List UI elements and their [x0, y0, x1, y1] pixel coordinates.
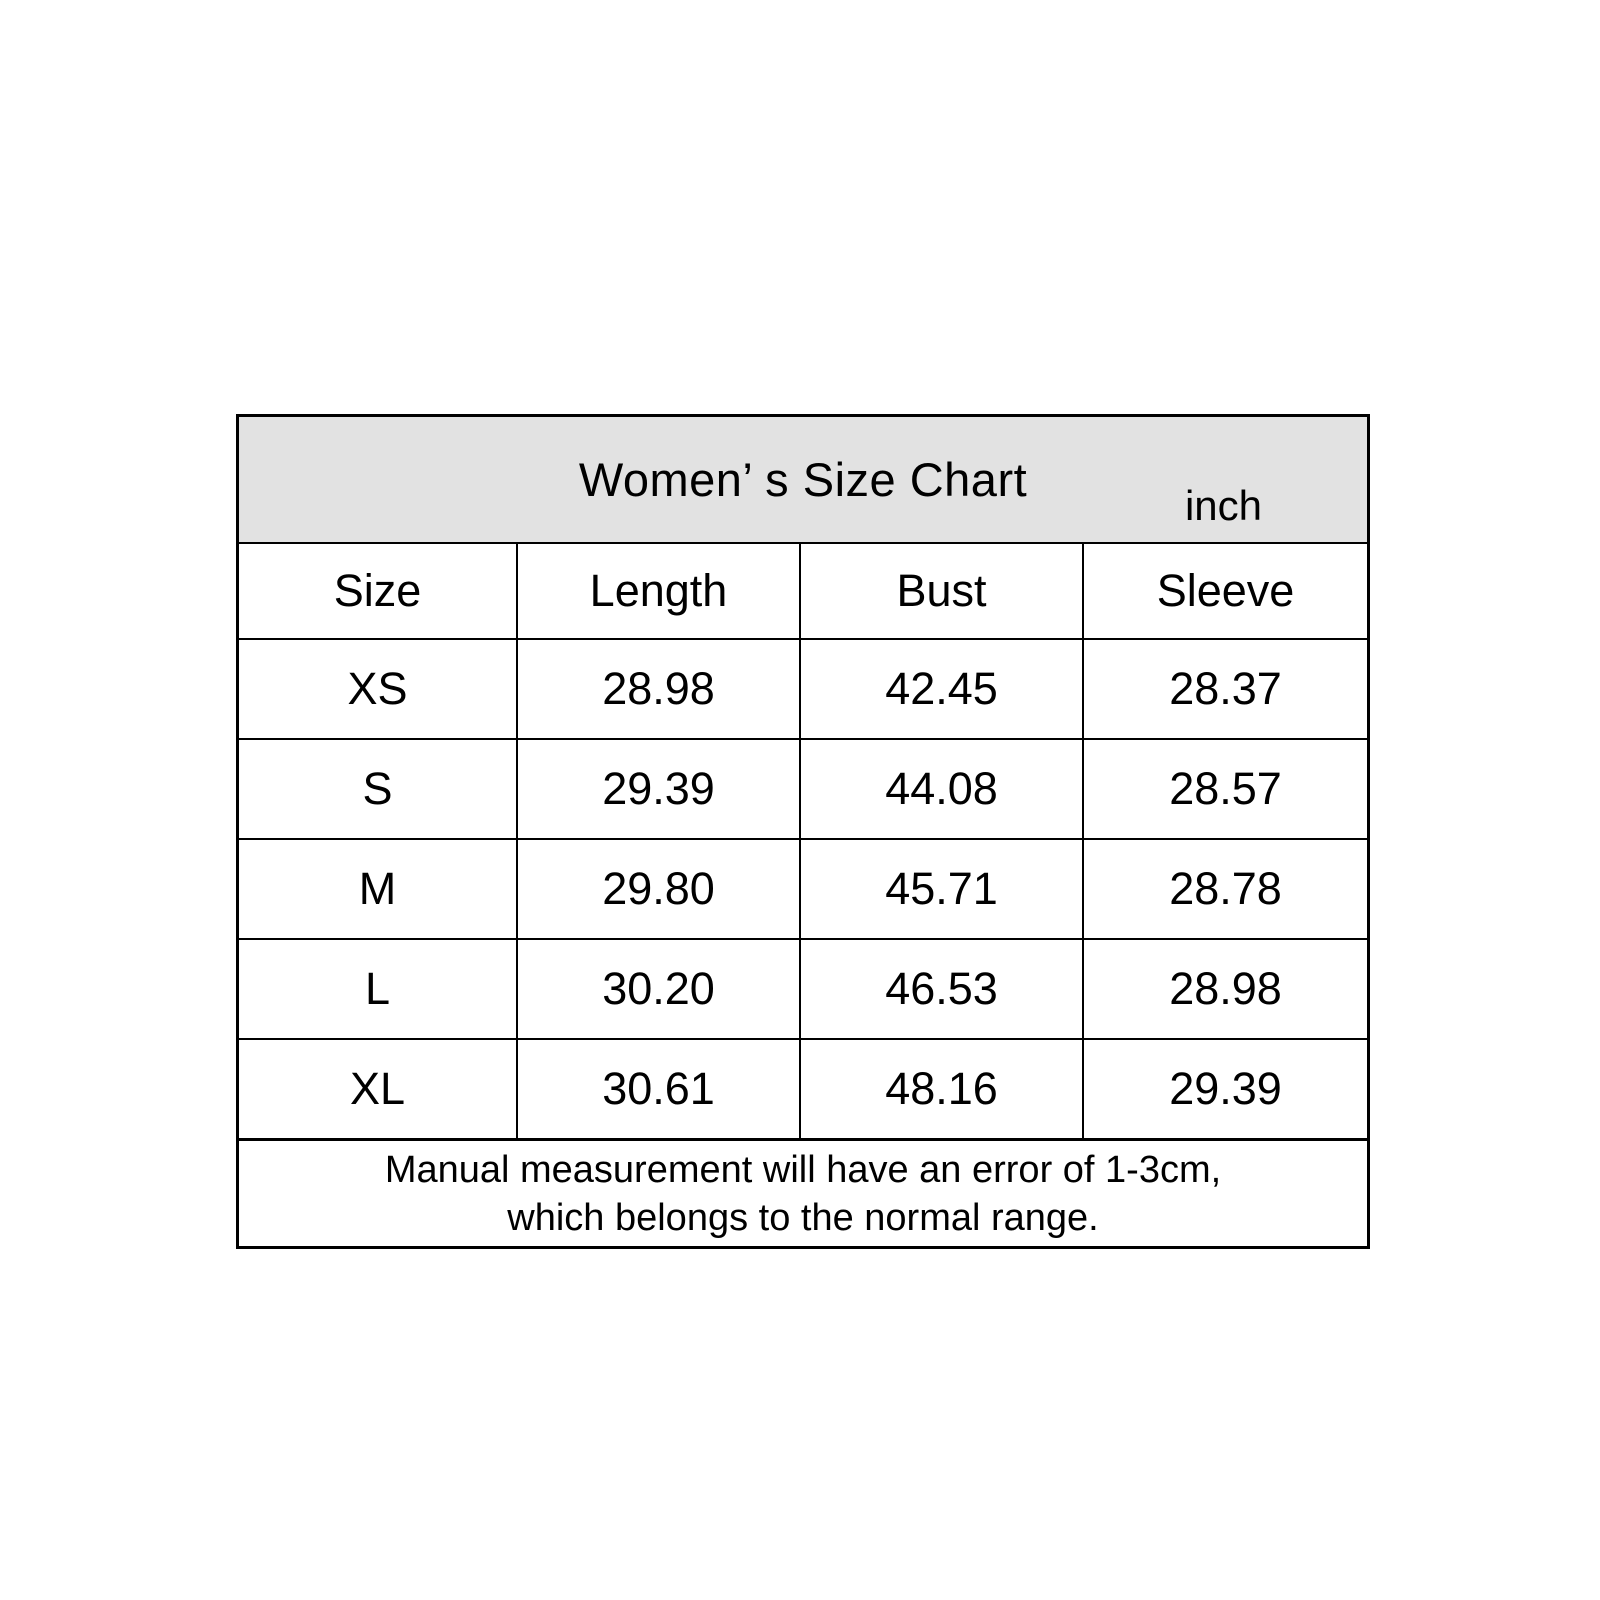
bust-value-s: 44.08	[799, 738, 1082, 838]
unit-label: inch	[1184, 482, 1262, 529]
sleeve-value-l: 28.98	[1082, 938, 1367, 1038]
length-value-l: 30.20	[516, 938, 799, 1038]
bust-value-l: 46.53	[799, 938, 1082, 1038]
sleeve-value-m: 28.78	[1082, 838, 1367, 938]
note-line-2: which belongs to the normal range.	[507, 1196, 1099, 1239]
size-label-s: S	[239, 738, 516, 838]
table-title-row	[239, 417, 1367, 542]
size-label-m: M	[239, 838, 516, 938]
measurement-note	[239, 1138, 1367, 1246]
sleeve-value-s: 28.57	[1082, 738, 1367, 838]
bust-value-m: 45.71	[799, 838, 1082, 938]
note-line-1: Manual measurement will have an error of 1-3cm,	[384, 1148, 1222, 1191]
column-header-length: Length	[516, 542, 799, 638]
length-value-m: 29.80	[516, 838, 799, 938]
size-label-l: L	[239, 938, 516, 1038]
bust-value-xs: 42.45	[799, 638, 1082, 738]
column-header-sleeve: Sleeve	[1082, 542, 1367, 638]
length-value-xs: 28.98	[516, 638, 799, 738]
length-value-s: 29.39	[516, 738, 799, 838]
column-header-size: Size	[239, 542, 516, 638]
chart-title: Women’ s Size Chart	[578, 453, 1028, 506]
sleeve-value-xs: 28.37	[1082, 638, 1367, 738]
column-header-bust: Bust	[799, 542, 1082, 638]
size-label-xl: XL	[239, 1038, 516, 1138]
bust-value-xl: 48.16	[799, 1038, 1082, 1138]
sleeve-value-xl: 29.39	[1082, 1038, 1367, 1138]
length-value-xl: 30.61	[516, 1038, 799, 1138]
size-label-xs: XS	[239, 638, 516, 738]
size-chart-table	[236, 414, 1370, 1249]
